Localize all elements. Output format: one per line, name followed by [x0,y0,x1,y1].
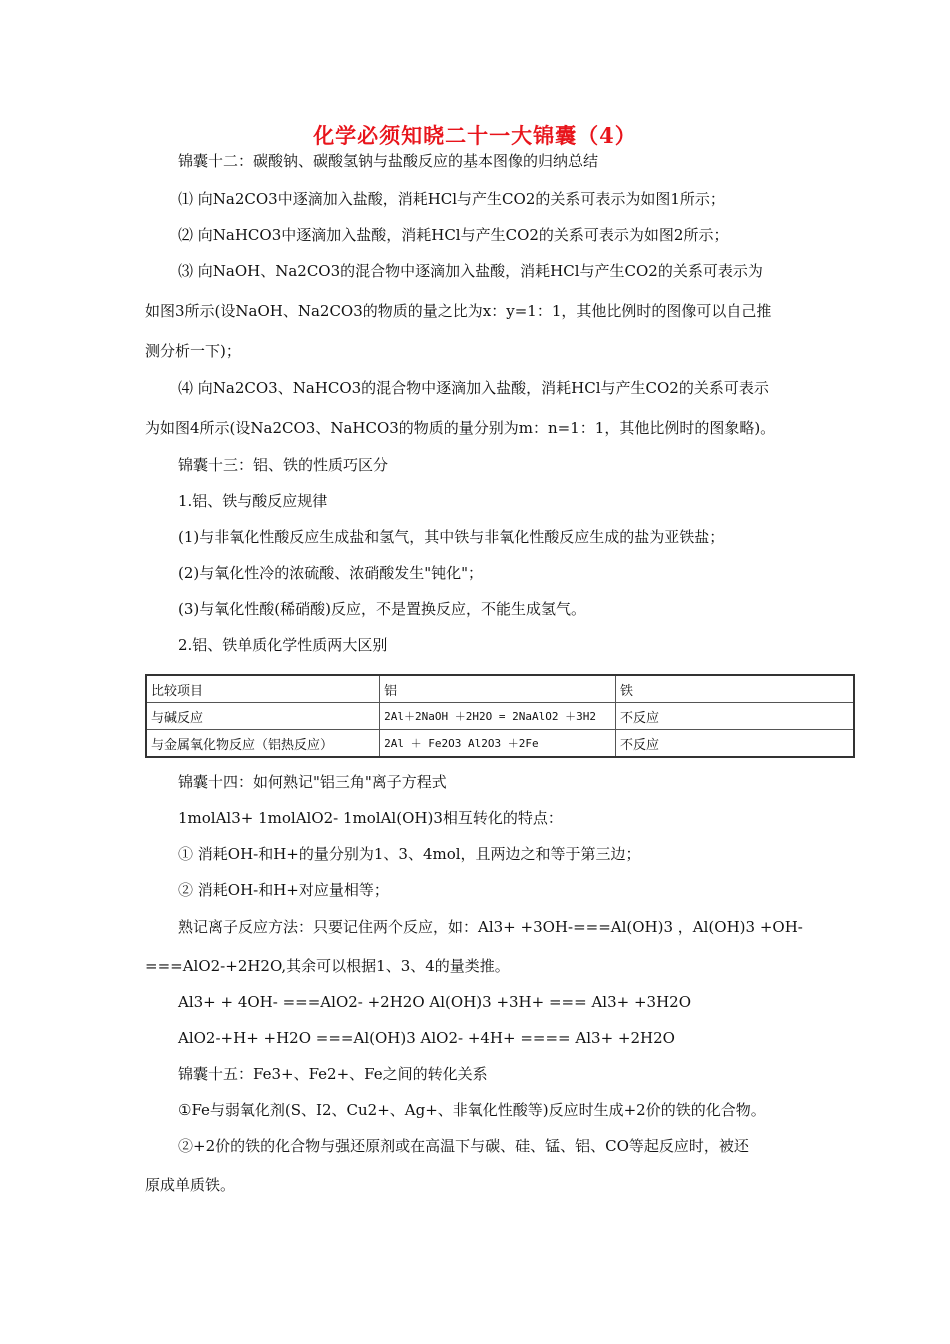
paragraph-line: ⑷ 向Na2CO3、NaHCO3的混合物中逐滴加入盐酸，消耗HCl与产生CO2的关系可表示 [178,379,769,397]
paragraph-line: ⑶ 向NaOH、Na2CO3的混合物中逐滴加入盐酸，消耗HCl与产生CO2的关系可表示为 [178,262,763,280]
paragraph-line: (1)与非氧化性酸反应生成盐和氢气，其中铁与非氧化性酸反应生成的盐为亚铁盐； [178,528,725,546]
paragraph-line: ① 消耗OH-和H+的量分别为1、3、4mol，且两边之和等于第三边； [178,845,641,863]
subheading: 1.铝、铁与酸反应规律 [178,492,328,510]
paragraph-line: (3)与氧化性酸(稀硝酸)反应，不是置换反应，不能生成氢气。 [178,600,586,618]
equation-line: Al3+ + 4OH- ===AlO2- +2H2O Al(OH)3 +3H+ === Al3+ +3H2O [178,993,691,1011]
table-cell: 比较项目 [146,675,380,703]
section-heading-14: 锦囊十四：如何熟记"铝三角"离子方程式 [178,773,447,791]
paragraph-line: 为如图4所示(设Na2CO3、NaHCO3的物质的量分别为m：n=1：1，其他比例时的图象略)。 [145,419,776,437]
comparison-table [145,674,855,758]
paragraph-line: ②+2价的铁的化合物与强还原剂或在高温下与碳、硅、锰、铝、CO等起反应时，被还 [178,1137,749,1155]
table-cell: 不反应 [616,703,854,730]
table-cell: 铝 [380,675,616,703]
paragraph-line: 如图3所示(设NaOH、Na2CO3的物质的量之比为x：y=1：1，其他比例时的图像可以自己推 [145,302,772,320]
paragraph-line: 熟记离子反应方法：只要记住两个反应，如：Al3+ +3OH-===Al(OH)3 ，Al(OH)3 +OH- [178,918,803,936]
paragraph-line: ①Fe与弱氧化剂(S、I2、Cu2+、Ag+、非氧化性酸等)反应时生成+2价的铁的化合物。 [178,1101,766,1119]
subheading: 2.铝、铁单质化学性质两大区别 [178,636,388,654]
table-row [146,730,854,758]
paragraph-line: 1molAl3+ 1molAlO2- 1molAl(OH)3相互转化的特点： [178,809,563,827]
table-row [146,703,854,730]
paragraph-line: ===AlO2-+2H2O,其余可以根据1、3、4的量类推。 [145,957,510,975]
section-heading-12: 锦囊十二：碳酸钠、碳酸氢钠与盐酸反应的基本图像的归纳总结 [178,152,599,170]
paragraph-line: 测分析一下)； [145,342,241,360]
paragraph-line: (2)与氧化性冷的浓硫酸、浓硝酸发生"钝化"； [178,564,484,582]
section-heading-15: 锦囊十五：Fe3+、Fe2+、Fe之间的转化关系 [178,1065,488,1083]
equation-line: AlO2-+H+ +H2O ===Al(OH)3 AlO2- +4H+ ==== Al3+ +2H2O [178,1029,675,1047]
table-cell: 不反应 [616,730,854,758]
paragraph-line: 原成单质铁。 [145,1176,236,1194]
table-cell: 2Al ＋ Fe2O3 Al2O3 ＋2Fe [380,730,616,758]
table-cell: 2Al＋2NaOH ＋2H2O = 2NaAlO2 ＋3H2 [380,703,616,730]
table-cell: 与碱反应 [146,703,380,730]
table-header-row [146,675,854,703]
paragraph-line: ⑴ 向Na2CO3中逐滴加入盐酸，消耗HCl与产生CO2的关系可表示为如图1所示； [178,190,725,208]
table-cell: 与金属氧化物反应（铝热反应） [146,730,380,758]
document-title: 化学必须知晓二十一大锦囊（4） [313,123,637,148]
paragraph-line: ⑵ 向NaHCO3中逐滴加入盐酸，消耗HCl与产生CO2的关系可表示为如图2所示； [178,226,729,244]
table-cell: 铁 [616,675,854,703]
section-heading-13: 锦囊十三：铝、铁的性质巧区分 [178,456,389,474]
paragraph-line: ② 消耗OH-和H+对应量相等； [178,881,389,899]
